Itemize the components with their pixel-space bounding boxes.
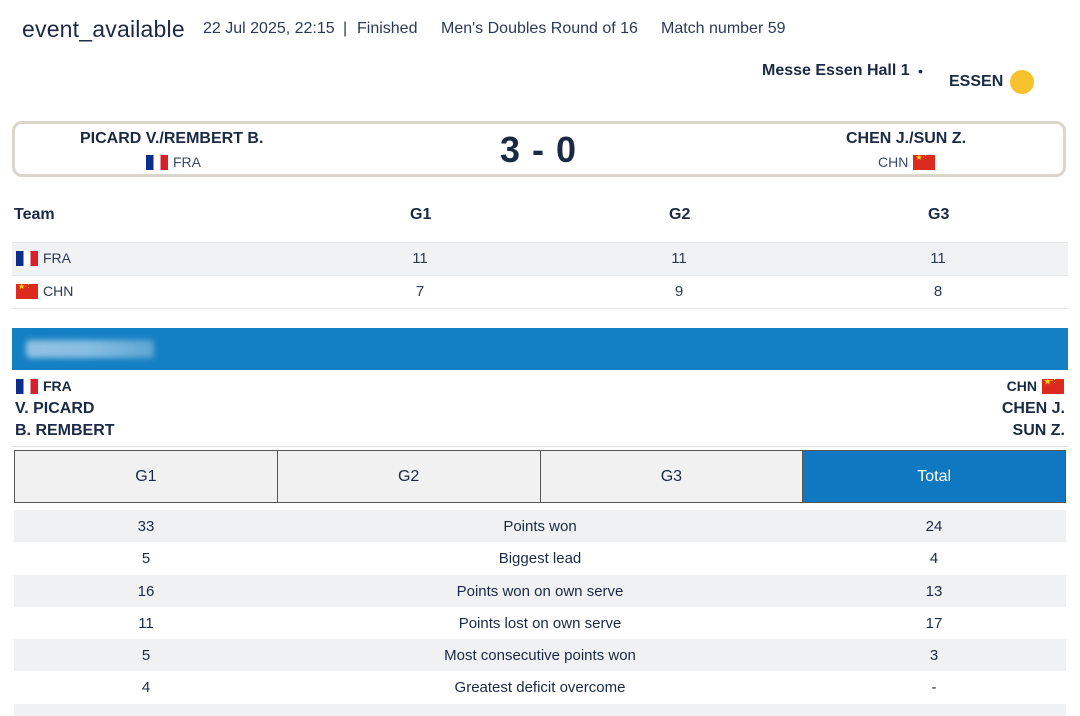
stat-left-value: 33 <box>137 517 155 535</box>
tab-g2[interactable]: G2 <box>278 451 541 502</box>
games-col-g3: G3 <box>928 206 950 223</box>
china-flag-icon <box>16 284 38 299</box>
games-team-code: CHN <box>43 283 74 299</box>
games-cell-g3: 11 <box>930 250 946 267</box>
games-cell-g1: 7 <box>415 283 425 300</box>
games-cell-g2: 9 <box>674 283 684 300</box>
left-pair-country <box>146 154 201 170</box>
stat-right-value: 17 <box>925 614 943 632</box>
stats-table-bottom <box>14 704 1066 716</box>
stat-left-value: 5 <box>141 646 151 664</box>
stat-row <box>14 607 1066 639</box>
right-pair-name[interactable]: CHEN J./SUN Z. <box>846 130 967 147</box>
right-pair-country <box>878 154 935 170</box>
china-flag-icon <box>913 155 935 170</box>
stat-left-value: 16 <box>137 582 155 600</box>
stat-label: Biggest lead <box>498 549 582 567</box>
games-col-g1: G1 <box>410 206 432 223</box>
stats-right-country-code: CHN <box>1006 378 1037 394</box>
stats-left-country-code: FRA <box>43 378 72 394</box>
games-row-chn <box>12 276 1068 309</box>
stats-tabs <box>14 450 1066 503</box>
stat-left-value: 4 <box>141 678 151 696</box>
stat-right-value: 13 <box>925 582 943 600</box>
games-row-team <box>16 283 73 299</box>
event-available-icon: event_available <box>22 16 185 42</box>
stat-right-value: 24 <box>925 517 943 535</box>
venue-dot: • <box>918 63 923 79</box>
meta-separator: | <box>343 20 348 37</box>
venue-name: Messe Essen Hall 1 <box>762 62 910 79</box>
stat-left-value: 5 <box>141 549 151 567</box>
tab-total[interactable]: Total <box>803 451 1065 502</box>
left-player-1[interactable]: V. PICARD <box>15 400 95 417</box>
stat-label: Most consecutive points won <box>444 646 636 664</box>
stat-row <box>14 542 1066 574</box>
left-country-code: FRA <box>173 154 201 170</box>
stat-right-value: 3 <box>929 646 939 664</box>
stats-right-country <box>1007 378 1064 394</box>
tab-g1[interactable]: G1 <box>15 451 278 502</box>
stat-row <box>14 575 1066 607</box>
stat-label: Greatest deficit overcome <box>454 678 626 696</box>
stat-row <box>14 671 1066 703</box>
stat-left-value: 11 <box>138 614 154 632</box>
china-flag-icon <box>1042 379 1064 394</box>
games-cell-g3: 8 <box>933 283 943 300</box>
tab-g3[interactable]: G3 <box>541 451 804 502</box>
stat-right-value: - <box>931 678 937 696</box>
right-player-2[interactable]: SUN Z. <box>1012 422 1065 439</box>
games-cell-g1: 11 <box>412 250 428 267</box>
stats-banner-logo <box>26 340 154 358</box>
city-name: ESSEN <box>949 73 1004 90</box>
france-flag-icon <box>16 251 38 266</box>
stat-row <box>14 639 1066 671</box>
left-player-2[interactable]: B. REMBERT <box>15 422 115 439</box>
stats-banner <box>12 328 1068 370</box>
france-flag-icon <box>146 155 168 170</box>
stat-label: Points won <box>503 517 577 535</box>
match-number: Match number 59 <box>661 20 786 37</box>
match-status: Finished <box>357 20 418 37</box>
games-team-code: FRA <box>43 250 71 266</box>
right-player-1[interactable]: CHEN J. <box>1001 400 1065 417</box>
left-pair-name[interactable]: PICARD V./REMBERT B. <box>80 130 264 147</box>
games-cell-g2: 11 <box>671 250 687 267</box>
games-row-team <box>16 250 71 266</box>
stat-label: Points won on own serve <box>456 582 624 600</box>
stat-row <box>14 510 1066 542</box>
city-sun-icon <box>1010 70 1034 94</box>
stat-right-value: 4 <box>929 549 939 567</box>
players-divider <box>12 446 1068 447</box>
games-row-fra <box>12 242 1068 276</box>
right-country-code: CHN <box>878 154 909 170</box>
stats-left-country <box>16 378 72 394</box>
match-round: Men's Doubles Round of 16 <box>441 20 638 37</box>
games-col-g2: G2 <box>669 206 691 223</box>
match-score: 3 - 0 <box>500 129 578 170</box>
games-col-team: Team <box>14 206 55 223</box>
stat-label: Points lost on own serve <box>458 614 622 632</box>
match-datetime: 22 Jul 2025, 22:15 <box>203 20 335 37</box>
france-flag-icon <box>16 379 38 394</box>
